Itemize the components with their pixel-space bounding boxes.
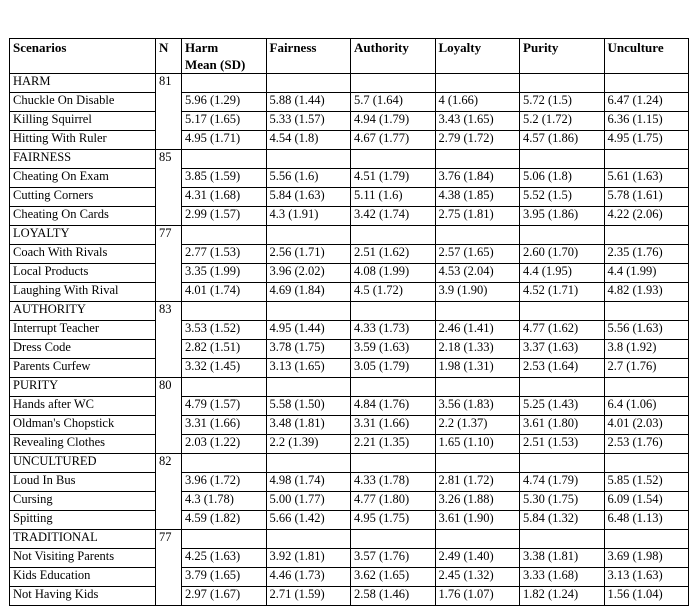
rating-cell: 5.06 (1.8) bbox=[520, 169, 605, 188]
scenario-label: Local Products bbox=[10, 264, 156, 283]
rating-cell: 5.52 (1.5) bbox=[520, 188, 605, 207]
rating-cell: 4.77 (1.62) bbox=[520, 321, 605, 340]
empty-cell bbox=[351, 226, 436, 245]
rating-cell: 2.77 (1.53) bbox=[182, 245, 267, 264]
rating-cell: 4.3 (1.91) bbox=[266, 207, 351, 226]
rating-cell: 5.56 (1.6) bbox=[266, 169, 351, 188]
empty-cell bbox=[182, 454, 267, 473]
rating-cell: 3.31 (1.66) bbox=[351, 416, 436, 435]
group-n-value: 80 bbox=[156, 378, 182, 454]
rating-cell: 2.71 (1.59) bbox=[266, 587, 351, 606]
empty-cell bbox=[351, 378, 436, 397]
table-row bbox=[10, 397, 689, 416]
table-group-row bbox=[10, 530, 689, 549]
column-header-loyalty: Loyalty bbox=[435, 39, 520, 74]
rating-cell: 3.48 (1.81) bbox=[266, 416, 351, 435]
table-row bbox=[10, 511, 689, 530]
empty-cell bbox=[266, 302, 351, 321]
rating-cell: 4.52 (1.71) bbox=[520, 283, 605, 302]
table-row bbox=[10, 340, 689, 359]
group-n-value: 85 bbox=[156, 150, 182, 226]
table-group-row bbox=[10, 74, 689, 93]
empty-cell bbox=[604, 454, 689, 473]
rating-cell: 1.76 (1.07) bbox=[435, 587, 520, 606]
rating-cell: 4.98 (1.74) bbox=[266, 473, 351, 492]
table-group-row bbox=[10, 226, 689, 245]
table-group-row bbox=[10, 378, 689, 397]
empty-cell bbox=[351, 530, 436, 549]
empty-cell bbox=[266, 454, 351, 473]
rating-cell: 4.4 (1.95) bbox=[520, 264, 605, 283]
rating-cell: 4.57 (1.86) bbox=[520, 131, 605, 150]
empty-cell bbox=[435, 150, 520, 169]
scenario-label: Spitting bbox=[10, 511, 156, 530]
rating-cell: 2.99 (1.57) bbox=[182, 207, 267, 226]
table-row bbox=[10, 207, 689, 226]
scenario-label: Cheating On Cards bbox=[10, 207, 156, 226]
empty-cell bbox=[182, 378, 267, 397]
empty-cell bbox=[351, 150, 436, 169]
rating-cell: 3.37 (1.63) bbox=[520, 340, 605, 359]
rating-cell: 2.51 (1.62) bbox=[351, 245, 436, 264]
empty-cell bbox=[604, 150, 689, 169]
column-header-n: N bbox=[156, 39, 182, 74]
empty-cell bbox=[604, 302, 689, 321]
rating-cell: 4.67 (1.77) bbox=[351, 131, 436, 150]
rating-cell: 3.61 (1.80) bbox=[520, 416, 605, 435]
rating-cell: 4.77 (1.80) bbox=[351, 492, 436, 511]
empty-cell bbox=[351, 454, 436, 473]
table-row bbox=[10, 549, 689, 568]
rating-cell: 3.13 (1.65) bbox=[266, 359, 351, 378]
rating-cell: 2.35 (1.76) bbox=[604, 245, 689, 264]
empty-cell bbox=[520, 226, 605, 245]
rating-cell: 2.57 (1.65) bbox=[435, 245, 520, 264]
scenario-label: Hands after WC bbox=[10, 397, 156, 416]
rating-cell: 4.79 (1.57) bbox=[182, 397, 267, 416]
group-n-value: 83 bbox=[156, 302, 182, 378]
rating-cell: 3.95 (1.86) bbox=[520, 207, 605, 226]
table-row bbox=[10, 112, 689, 131]
empty-cell bbox=[435, 378, 520, 397]
rating-cell: 4.01 (2.03) bbox=[604, 416, 689, 435]
rating-cell: 5.61 (1.63) bbox=[604, 169, 689, 188]
table-group-row bbox=[10, 150, 689, 169]
rating-cell: 4.38 (1.85) bbox=[435, 188, 520, 207]
rating-cell: 1.82 (1.24) bbox=[520, 587, 605, 606]
rating-cell: 4.95 (1.75) bbox=[351, 511, 436, 530]
rating-cell: 5.30 (1.75) bbox=[520, 492, 605, 511]
rating-cell: 2.18 (1.33) bbox=[435, 340, 520, 359]
table-group-row bbox=[10, 454, 689, 473]
rating-cell: 4.53 (2.04) bbox=[435, 264, 520, 283]
rating-cell: 3.78 (1.75) bbox=[266, 340, 351, 359]
rating-cell: 3.96 (2.02) bbox=[266, 264, 351, 283]
rating-cell: 4.95 (1.71) bbox=[182, 131, 267, 150]
rating-cell: 3.92 (1.81) bbox=[266, 549, 351, 568]
table-row bbox=[10, 492, 689, 511]
scenario-label: Hitting With Ruler bbox=[10, 131, 156, 150]
table-row bbox=[10, 169, 689, 188]
rating-cell: 4.31 (1.68) bbox=[182, 188, 267, 207]
rating-cell: 2.51 (1.53) bbox=[520, 435, 605, 454]
rating-cell: 3.43 (1.65) bbox=[435, 112, 520, 131]
rating-cell: 5.58 (1.50) bbox=[266, 397, 351, 416]
rating-cell: 3.42 (1.74) bbox=[351, 207, 436, 226]
table-row bbox=[10, 264, 689, 283]
rating-cell: 4.3 (1.78) bbox=[182, 492, 267, 511]
scenario-label: Cutting Corners bbox=[10, 188, 156, 207]
scenario-ratings-table bbox=[9, 38, 689, 606]
rating-cell: 5.84 (1.32) bbox=[520, 511, 605, 530]
rating-cell: 2.03 (1.22) bbox=[182, 435, 267, 454]
rating-cell: 2.58 (1.46) bbox=[351, 587, 436, 606]
rating-cell: 4.46 (1.73) bbox=[266, 568, 351, 587]
rating-cell: 2.21 (1.35) bbox=[351, 435, 436, 454]
rating-cell: 6.48 (1.13) bbox=[604, 511, 689, 530]
rating-cell: 4.33 (1.78) bbox=[351, 473, 436, 492]
rating-cell: 4.59 (1.82) bbox=[182, 511, 267, 530]
table-row bbox=[10, 93, 689, 112]
rating-cell: 4.33 (1.73) bbox=[351, 321, 436, 340]
table-header bbox=[10, 39, 689, 74]
table-group-row bbox=[10, 302, 689, 321]
rating-cell: 2.45 (1.32) bbox=[435, 568, 520, 587]
rating-cell: 5.25 (1.43) bbox=[520, 397, 605, 416]
rating-cell: 4.5 (1.72) bbox=[351, 283, 436, 302]
rating-cell: 4.95 (1.44) bbox=[266, 321, 351, 340]
rating-cell: 3.53 (1.52) bbox=[182, 321, 267, 340]
rating-cell: 2.7 (1.76) bbox=[604, 359, 689, 378]
column-header-authority: Authority bbox=[351, 39, 436, 74]
table-header-row bbox=[10, 39, 689, 74]
rating-cell: 3.85 (1.59) bbox=[182, 169, 267, 188]
rating-cell: 3.96 (1.72) bbox=[182, 473, 267, 492]
scenario-label: Laughing With Rival bbox=[10, 283, 156, 302]
empty-cell bbox=[520, 150, 605, 169]
rating-cell: 4.22 (2.06) bbox=[604, 207, 689, 226]
rating-cell: 3.62 (1.65) bbox=[351, 568, 436, 587]
rating-cell: 6.47 (1.24) bbox=[604, 93, 689, 112]
table-row bbox=[10, 359, 689, 378]
table-row bbox=[10, 587, 689, 606]
empty-cell bbox=[266, 530, 351, 549]
rating-cell: 4.51 (1.79) bbox=[351, 169, 436, 188]
scenario-label: Dress Code bbox=[10, 340, 156, 359]
rating-cell: 5.56 (1.63) bbox=[604, 321, 689, 340]
rating-cell: 5.66 (1.42) bbox=[266, 511, 351, 530]
rating-cell: 4.54 (1.8) bbox=[266, 131, 351, 150]
group-label: HARM bbox=[10, 74, 156, 93]
empty-cell bbox=[604, 74, 689, 93]
empty-cell bbox=[520, 530, 605, 549]
table-row bbox=[10, 131, 689, 150]
table-body bbox=[10, 74, 689, 606]
group-label: PURITY bbox=[10, 378, 156, 397]
rating-cell: 2.60 (1.70) bbox=[520, 245, 605, 264]
scenario-label: Revealing Clothes bbox=[10, 435, 156, 454]
rating-cell: 4.4 (1.99) bbox=[604, 264, 689, 283]
group-label: TRADITIONAL bbox=[10, 530, 156, 549]
rating-cell: 3.13 (1.63) bbox=[604, 568, 689, 587]
scenario-label: Interrupt Teacher bbox=[10, 321, 156, 340]
rating-cell: 4.74 (1.79) bbox=[520, 473, 605, 492]
rating-cell: 6.4 (1.06) bbox=[604, 397, 689, 416]
empty-cell bbox=[266, 226, 351, 245]
table-row bbox=[10, 283, 689, 302]
scenario-label: Loud In Bus bbox=[10, 473, 156, 492]
rating-cell: 2.53 (1.64) bbox=[520, 359, 605, 378]
scenario-label: Kids Education bbox=[10, 568, 156, 587]
rating-cell: 2.2 (1.37) bbox=[435, 416, 520, 435]
rating-cell: 5.78 (1.61) bbox=[604, 188, 689, 207]
group-label: FAIRNESS bbox=[10, 150, 156, 169]
scenario-label: Not Having Kids bbox=[10, 587, 156, 606]
rating-cell: 5.2 (1.72) bbox=[520, 112, 605, 131]
column-header-purity: Purity bbox=[520, 39, 605, 74]
rating-cell: 3.33 (1.68) bbox=[520, 568, 605, 587]
group-label: UNCULTURED bbox=[10, 454, 156, 473]
table-row bbox=[10, 435, 689, 454]
empty-cell bbox=[604, 378, 689, 397]
rating-cell: 3.05 (1.79) bbox=[351, 359, 436, 378]
rating-cell: 3.76 (1.84) bbox=[435, 169, 520, 188]
rating-cell: 5.88 (1.44) bbox=[266, 93, 351, 112]
rating-cell: 6.09 (1.54) bbox=[604, 492, 689, 511]
rating-cell: 4 (1.66) bbox=[435, 93, 520, 112]
rating-cell: 3.32 (1.45) bbox=[182, 359, 267, 378]
rating-cell: 3.57 (1.76) bbox=[351, 549, 436, 568]
scenario-label: Oldman's Chopstick bbox=[10, 416, 156, 435]
empty-cell bbox=[435, 454, 520, 473]
empty-cell bbox=[520, 454, 605, 473]
rating-cell: 5.84 (1.63) bbox=[266, 188, 351, 207]
rating-cell: 3.59 (1.63) bbox=[351, 340, 436, 359]
column-header-mean-sd: Mean (SD) bbox=[185, 57, 246, 72]
empty-cell bbox=[182, 150, 267, 169]
table-row bbox=[10, 416, 689, 435]
rating-cell: 4.69 (1.84) bbox=[266, 283, 351, 302]
rating-cell: 3.8 (1.92) bbox=[604, 340, 689, 359]
group-label: AUTHORITY bbox=[10, 302, 156, 321]
rating-cell: 4.82 (1.93) bbox=[604, 283, 689, 302]
rating-cell: 1.98 (1.31) bbox=[435, 359, 520, 378]
rating-cell: 3.31 (1.66) bbox=[182, 416, 267, 435]
rating-cell: 2.75 (1.81) bbox=[435, 207, 520, 226]
table-row bbox=[10, 473, 689, 492]
rating-cell: 2.79 (1.72) bbox=[435, 131, 520, 150]
rating-cell: 3.69 (1.98) bbox=[604, 549, 689, 568]
empty-cell bbox=[182, 226, 267, 245]
empty-cell bbox=[435, 226, 520, 245]
empty-cell bbox=[351, 74, 436, 93]
empty-cell bbox=[435, 74, 520, 93]
empty-cell bbox=[520, 302, 605, 321]
empty-cell bbox=[435, 302, 520, 321]
empty-cell bbox=[351, 302, 436, 321]
rating-cell: 2.49 (1.40) bbox=[435, 549, 520, 568]
rating-cell: 5.96 (1.29) bbox=[182, 93, 267, 112]
group-n-value: 81 bbox=[156, 74, 182, 150]
table-row bbox=[10, 568, 689, 587]
empty-cell bbox=[520, 378, 605, 397]
scenario-label: Coach With Rivals bbox=[10, 245, 156, 264]
table-row bbox=[10, 321, 689, 340]
rating-cell: 5.7 (1.64) bbox=[351, 93, 436, 112]
rating-cell: 3.61 (1.90) bbox=[435, 511, 520, 530]
rating-cell: 4.01 (1.74) bbox=[182, 283, 267, 302]
rating-cell: 1.65 (1.10) bbox=[435, 435, 520, 454]
column-header-scenarios: Scenarios bbox=[10, 39, 156, 74]
rating-cell: 2.2 (1.39) bbox=[266, 435, 351, 454]
rating-cell: 6.36 (1.15) bbox=[604, 112, 689, 131]
rating-cell: 2.53 (1.76) bbox=[604, 435, 689, 454]
table-row bbox=[10, 188, 689, 207]
scenario-label: Not Visiting Parents bbox=[10, 549, 156, 568]
rating-cell: 3.35 (1.99) bbox=[182, 264, 267, 283]
scenario-label: Parents Curfew bbox=[10, 359, 156, 378]
column-header-harm bbox=[182, 39, 267, 74]
rating-cell: 2.56 (1.71) bbox=[266, 245, 351, 264]
empty-cell bbox=[266, 150, 351, 169]
empty-cell bbox=[435, 530, 520, 549]
rating-cell: 2.82 (1.51) bbox=[182, 340, 267, 359]
rating-cell: 2.97 (1.67) bbox=[182, 587, 267, 606]
rating-cell: 3.26 (1.88) bbox=[435, 492, 520, 511]
rating-cell: 5.11 (1.6) bbox=[351, 188, 436, 207]
empty-cell bbox=[182, 302, 267, 321]
rating-cell: 4.25 (1.63) bbox=[182, 549, 267, 568]
rating-cell: 1.56 (1.04) bbox=[604, 587, 689, 606]
rating-cell: 3.38 (1.81) bbox=[520, 549, 605, 568]
scenario-label: Cheating On Exam bbox=[10, 169, 156, 188]
empty-cell bbox=[266, 74, 351, 93]
rating-cell: 2.46 (1.41) bbox=[435, 321, 520, 340]
column-header-harm-label: Harm bbox=[185, 40, 219, 55]
rating-cell: 2.81 (1.72) bbox=[435, 473, 520, 492]
scenario-label: Killing Squirrel bbox=[10, 112, 156, 131]
empty-cell bbox=[520, 74, 605, 93]
empty-cell bbox=[604, 226, 689, 245]
empty-cell bbox=[266, 378, 351, 397]
group-n-value: 77 bbox=[156, 530, 182, 606]
empty-cell bbox=[604, 530, 689, 549]
rating-cell: 5.72 (1.5) bbox=[520, 93, 605, 112]
rating-cell: 4.08 (1.99) bbox=[351, 264, 436, 283]
scenario-label: Chuckle On Disable bbox=[10, 93, 156, 112]
table-row bbox=[10, 245, 689, 264]
empty-cell bbox=[182, 74, 267, 93]
rating-cell: 5.85 (1.52) bbox=[604, 473, 689, 492]
group-n-value: 77 bbox=[156, 226, 182, 302]
rating-cell: 3.79 (1.65) bbox=[182, 568, 267, 587]
scenario-label: Cursing bbox=[10, 492, 156, 511]
group-label: LOYALTY bbox=[10, 226, 156, 245]
rating-cell: 4.95 (1.75) bbox=[604, 131, 689, 150]
rating-cell: 3.9 (1.90) bbox=[435, 283, 520, 302]
empty-cell bbox=[182, 530, 267, 549]
rating-cell: 5.33 (1.57) bbox=[266, 112, 351, 131]
rating-cell: 4.84 (1.76) bbox=[351, 397, 436, 416]
rating-cell: 4.94 (1.79) bbox=[351, 112, 436, 131]
rating-cell: 5.17 (1.65) bbox=[182, 112, 267, 131]
column-header-unculture: Unculture bbox=[604, 39, 689, 74]
group-n-value: 82 bbox=[156, 454, 182, 530]
column-header-fairness: Fairness bbox=[266, 39, 351, 74]
rating-cell: 5.00 (1.77) bbox=[266, 492, 351, 511]
rating-cell: 3.56 (1.83) bbox=[435, 397, 520, 416]
